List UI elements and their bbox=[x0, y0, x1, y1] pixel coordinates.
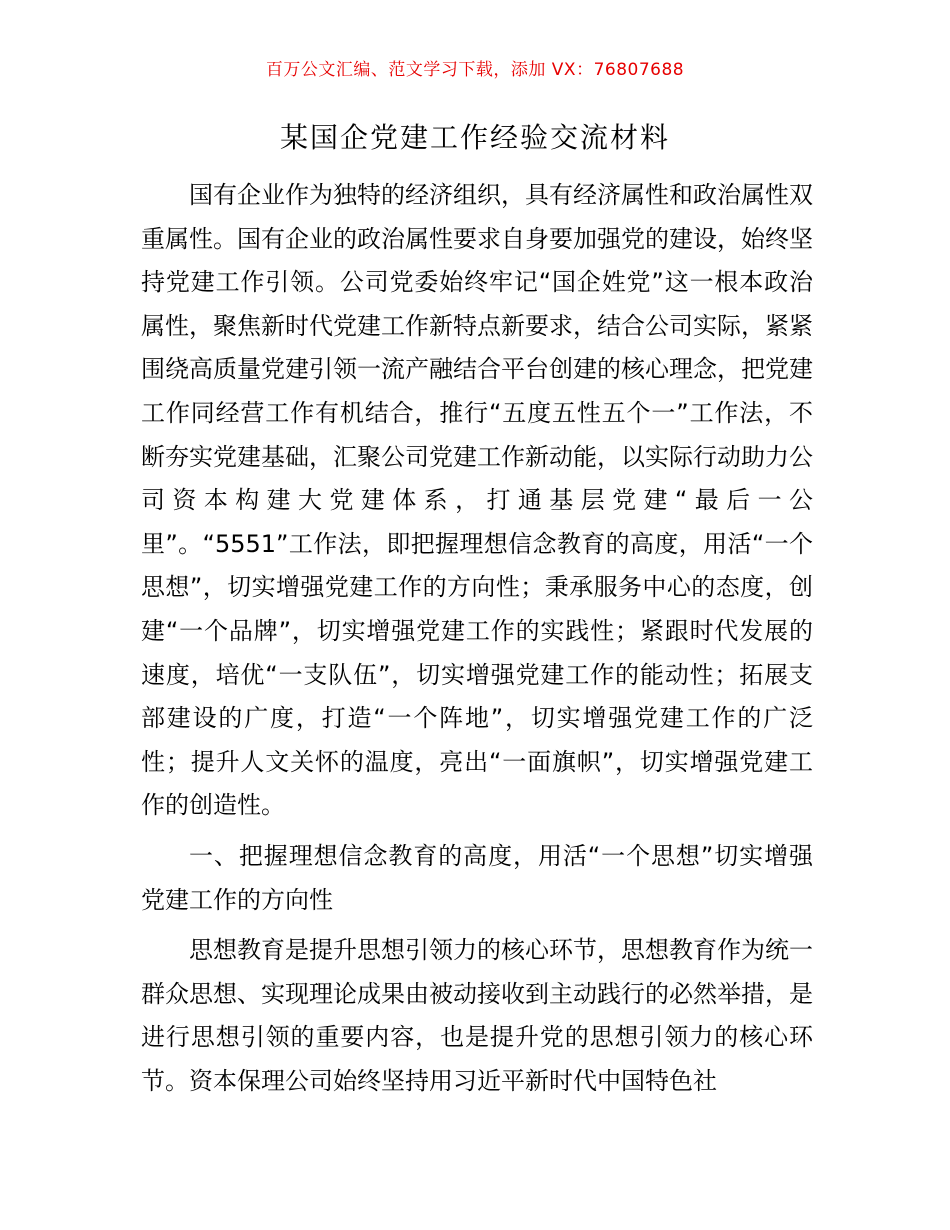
document-title: 某国企党建工作经验交流材料 bbox=[279, 121, 670, 154]
body-paragraph-intro: 国有企业作为独特的经济组织，具有经济属性和政治属性双重属性。国有企业的政治属性要求自身要加强党的建设，始终坚持党建工作引领。公司党委始终牢记“国企姓党”这一根本政治属性，聚焦新时代党建工作新特点新要求，结合公司实际，紧紧围绕高质量党建引领一流产融结合平台创建的核心理念，把党建工作同经营工作有机结合，推行“五度五性五个一”工作法，不断夯实党建基础，汇聚公司党建工作新动能，以实际行动助力公司资本构建大党建体系，打通基层党建“最后一公里”。“5551”工作法，即把握理想信念教育的高度，用活“一个思想”，切实增强党建工作的方向性；秉承服务中心的态度，创建“一个品牌”，切实增强党建工作的实践性；紧跟时代发展的速度，培优“一支队伍”，切实增强党建工作的能动性；拓展支部建设的广度，打造“一个阵地”，切实增强党建工作的广泛性；提升人文关怀的温度，亮出“一面旗帜”，切实增强党建工作的创造性。 bbox=[141, 181, 813, 820]
body-paragraph-section-1: 思想教育是提升思想引领力的核心环节，思想教育作为统一群众思想、实现理论成果由被动接收到主动践行的必然举措，是进行思想引领的重要内容，也是提升党的思想引领力的核心环节。资本保理公司始终坚持用习近平新时代中国特色社 bbox=[141, 936, 813, 1095]
document-body bbox=[141, 174, 813, 1103]
section-heading-1: 一、把握理想信念教育的高度，用活“一个思想”切实增强党建工作的方向性 bbox=[141, 841, 813, 914]
header-contact-note: 百万公文汇编、范文学习下载，添加 VX：76807688 bbox=[265, 60, 685, 80]
